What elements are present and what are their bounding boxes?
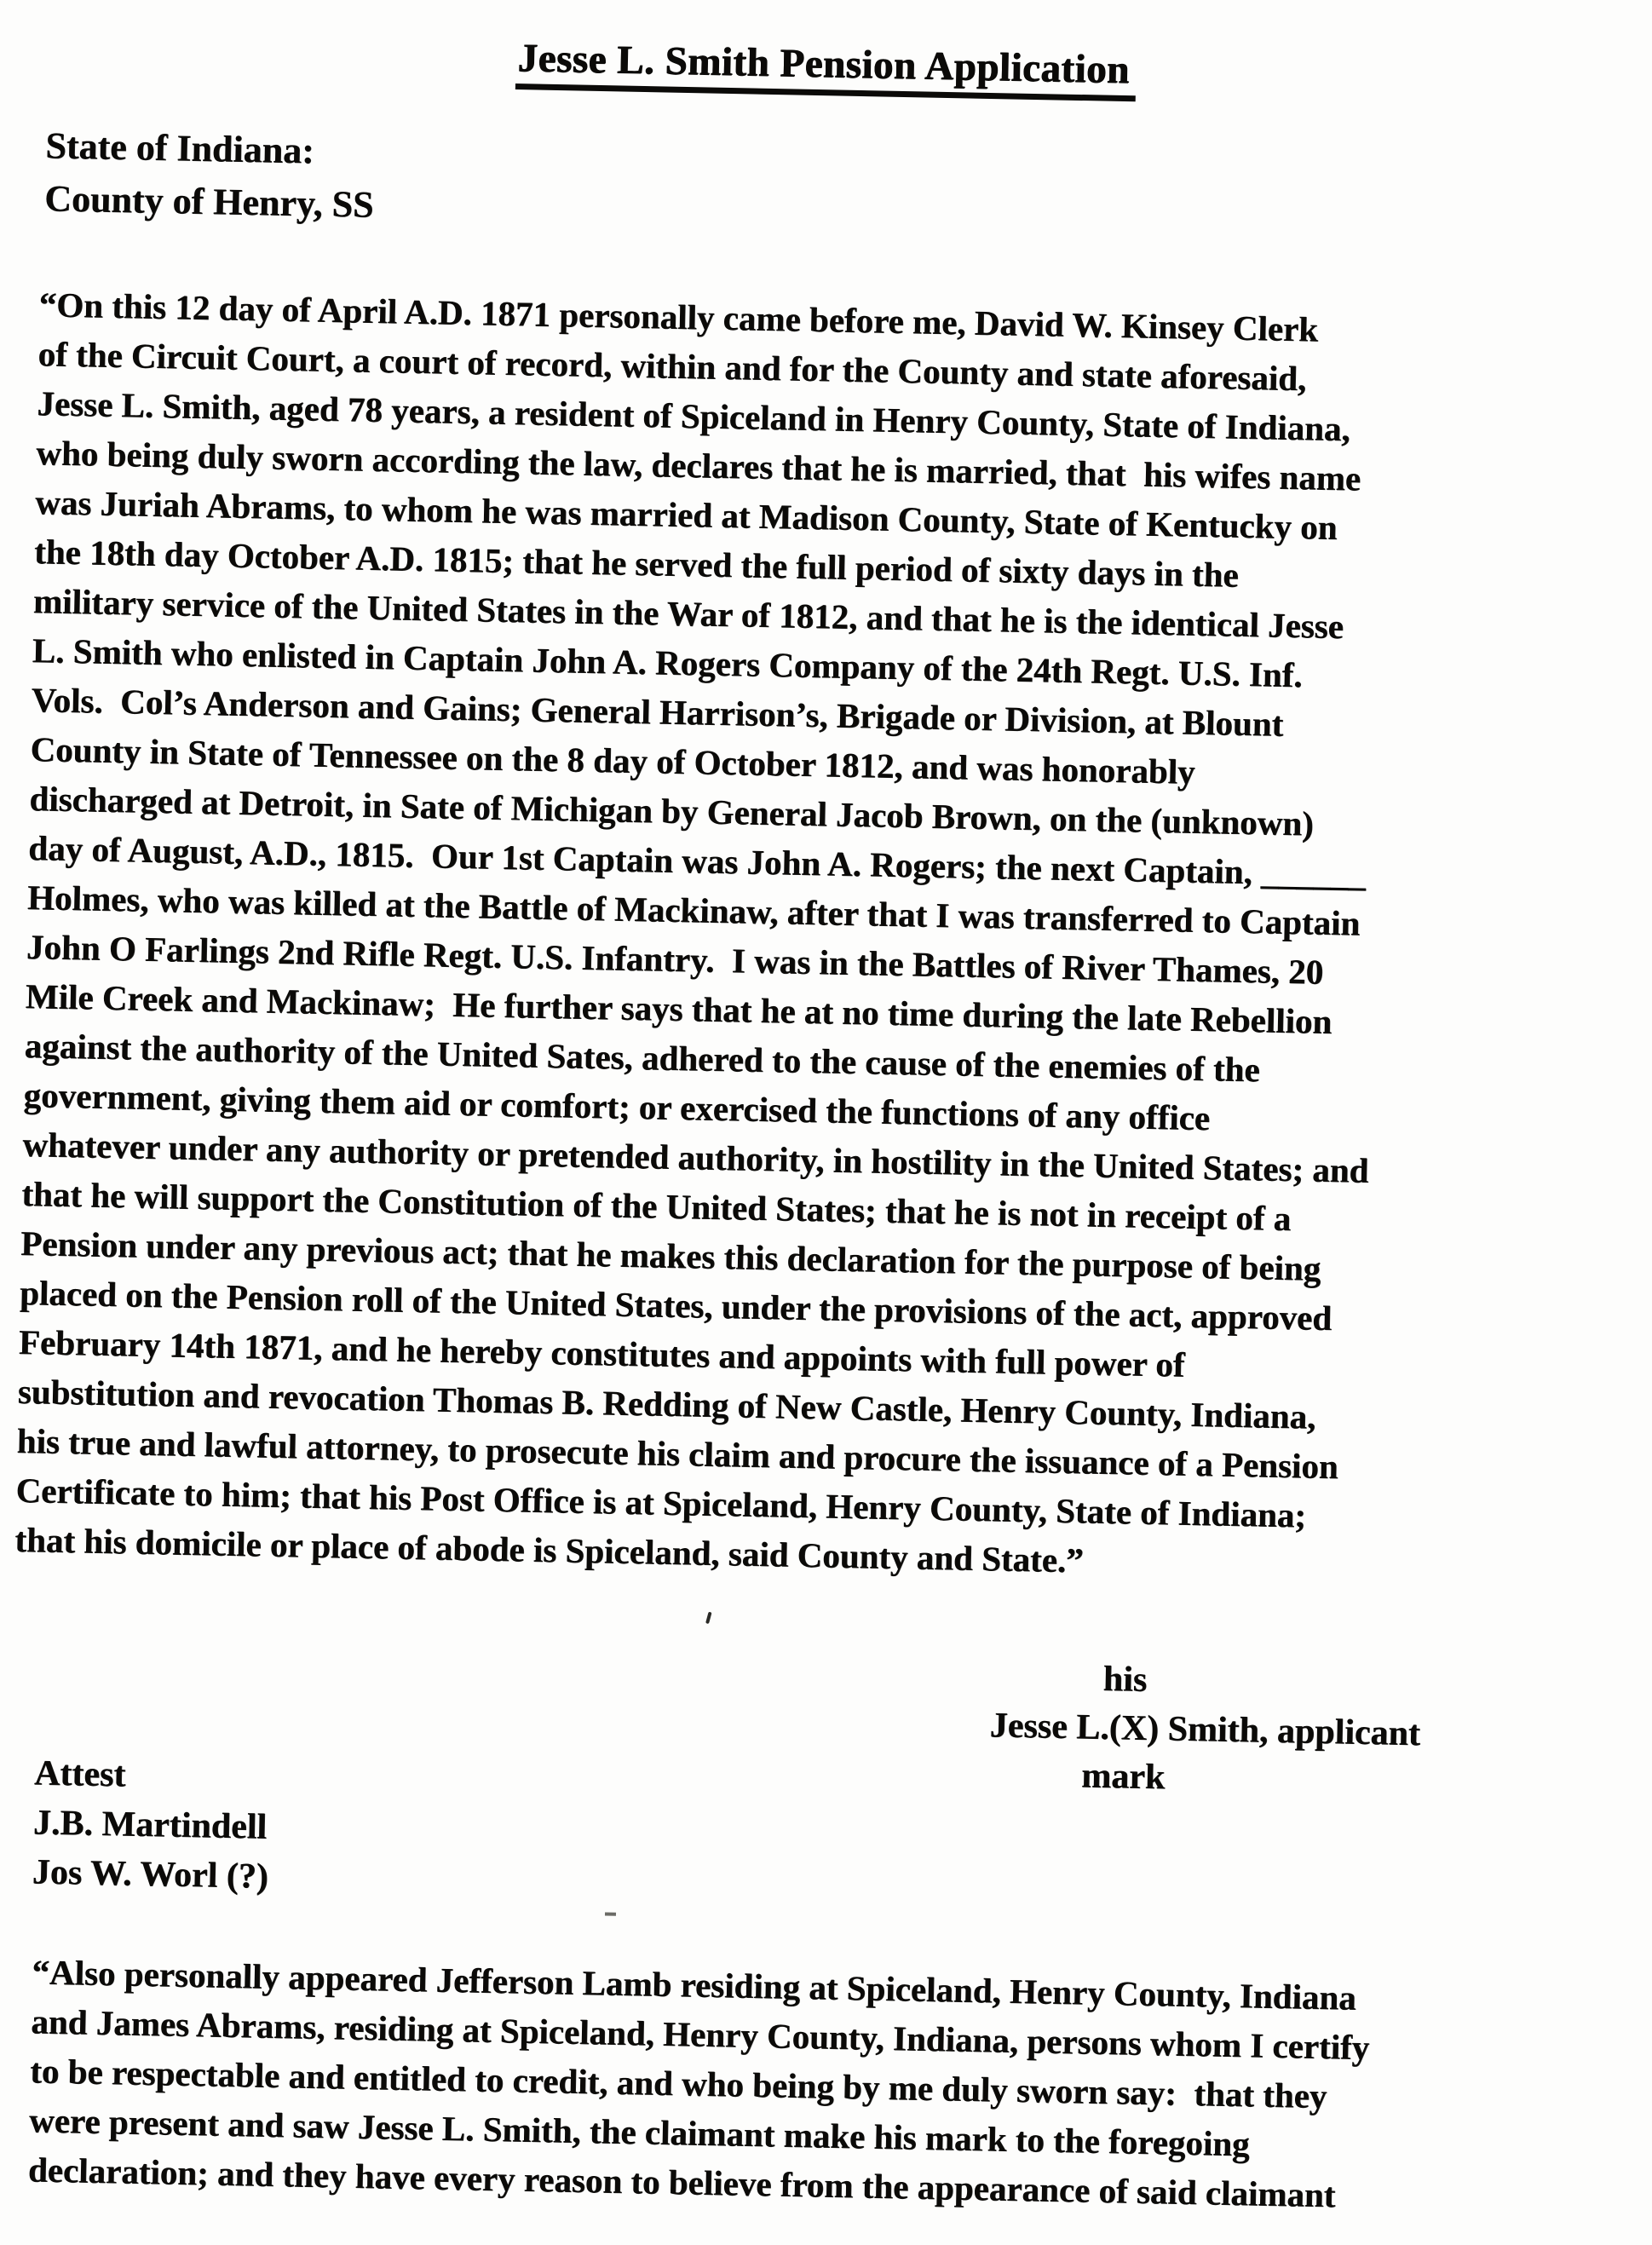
venue-block [44, 119, 376, 232]
attest-block [32, 1748, 270, 1901]
attest-label: Attest [33, 1753, 126, 1795]
text-line: declaration; and they have every reason to believe from the appearance of said claimant [27, 2150, 1336, 2215]
text-line: Mile Creek and Mackinaw; He further says that he at no time during the late Rebellion [25, 976, 1333, 1041]
witness-paragraph [27, 1947, 1370, 2220]
text-line: his true and lawful attorney, to prosecute his claim and procure the issuance of a Pension [16, 1420, 1339, 1487]
text-line: “Also personally appeared Jefferson Lamb residing at Spiceland, Henry County, Indiana [32, 1952, 1357, 2018]
text-line: of the Circuit Court, a court of record, within and for the County and state aforesaid, [37, 334, 1307, 399]
text-line: John O Farlings 2nd Rifle Regt. U.S. Infantry. I was in the Battles of River Thames, 20 [26, 927, 1324, 992]
text-line: “On this 12 day of April A.D. 1871 personally came before me, David W. Kinsey Clerk [38, 285, 1319, 349]
text-line: the 18th day October A.D. 1815; that he served the full period of sixty days in the [33, 532, 1240, 595]
signature-name-line: Jesse L.(X) Smith, applicant [989, 1706, 1421, 1754]
text-line: military service of the United States in the War of 1812, and that he is the identical Jesse [32, 581, 1344, 647]
declaration-paragraph [14, 279, 1385, 1591]
scan-artifact [705, 1612, 712, 1625]
text-line: to be respectable and entitled to credit, and who being by me duly sworn say: that they [29, 2051, 1327, 2116]
text-line: Pension under any previous act; that he makes this declaration for the purpose of being [20, 1223, 1321, 1288]
text-line: Holmes, who was killed at the Battle of Mackinaw, after that I was transferred to Captain [26, 878, 1361, 943]
text-line: government, giving them aid or comfort; or exercised the functions of any office [23, 1075, 1211, 1138]
signature-block [963, 1653, 1448, 1808]
county-line: County of Henry, SS [43, 177, 374, 226]
text-line: and James Abrams, residing at Spiceland, Henry County, Indiana, persons whom I certify [30, 2001, 1370, 2068]
text-line: who being duly sworn according the law, declares that he is married, that his wifes name [35, 433, 1361, 498]
text-line: was Juriah Abrams, to whom he was married at Madison County, State of Kentucky on [34, 482, 1338, 548]
text-line: Certificate to him; that his Post Office is at Spiceland, Henry County, State of Indiana; [15, 1470, 1307, 1535]
text-line: L. Smith who enlisted in Captain John A. Rogers Company of the 24th Regt. U.S. Inf. [32, 630, 1304, 695]
state-line: State of Indiana: [44, 124, 315, 172]
attest-witness-1: J.B. Martindell [32, 1803, 268, 1847]
text-line: discharged at Detroit, in Sate of Michigan by General Jacob Brown, on the (unknown) [29, 779, 1315, 843]
signature-mark-label: mark [1080, 1756, 1166, 1798]
scan-artifact [605, 1913, 616, 1916]
text-line: against the authority of the United Sates, adhered to the cause of the enemies of the [24, 1026, 1261, 1090]
attest-witness-2: Jos W. Worl (?) [32, 1852, 269, 1897]
text-line: whatever under any authority or pretended authority, in hostility in the United States; and [22, 1124, 1369, 1190]
text-line: Jesse L. Smith, aged 78 years, a resident of Spiceland in Henry County, State of Indiana, [37, 383, 1351, 449]
text-line: substitution and revocation Thomas B. Redding of New Castle, Henry County, Indiana, [17, 1371, 1316, 1436]
text-line: placed on the Pension roll of the United States, under the provisions of the act, approved [19, 1272, 1333, 1338]
signature-his-label: his [1102, 1659, 1148, 1700]
text-line: that his domicile or place of abode is Spiceland, said County and State.” [14, 1519, 1085, 1580]
text-line: that he will support the Constitution of the United States; that he is not in receipt of a [20, 1173, 1292, 1239]
text-line: day of August, A.D., 1815. Our 1st Captain was John A. Rogers; the next Captain, ______ [27, 828, 1367, 894]
text-line: February 14th 1871, and he hereby constitutes and appoints with full power of [18, 1321, 1185, 1384]
document-title: Jesse L. Smith Pension Application [515, 35, 1137, 101]
text-line: County in State of Tennessee on the 8 day of October 1812, and was honorably [30, 729, 1195, 792]
text-line: Vols. Col’s Anderson and Gains; General Harrison’s, Brigade or Division, at Blount [31, 680, 1284, 744]
text-line: were present and saw Jesse L. Smith, the claimant make his mark to the foregoing [28, 2100, 1250, 2164]
